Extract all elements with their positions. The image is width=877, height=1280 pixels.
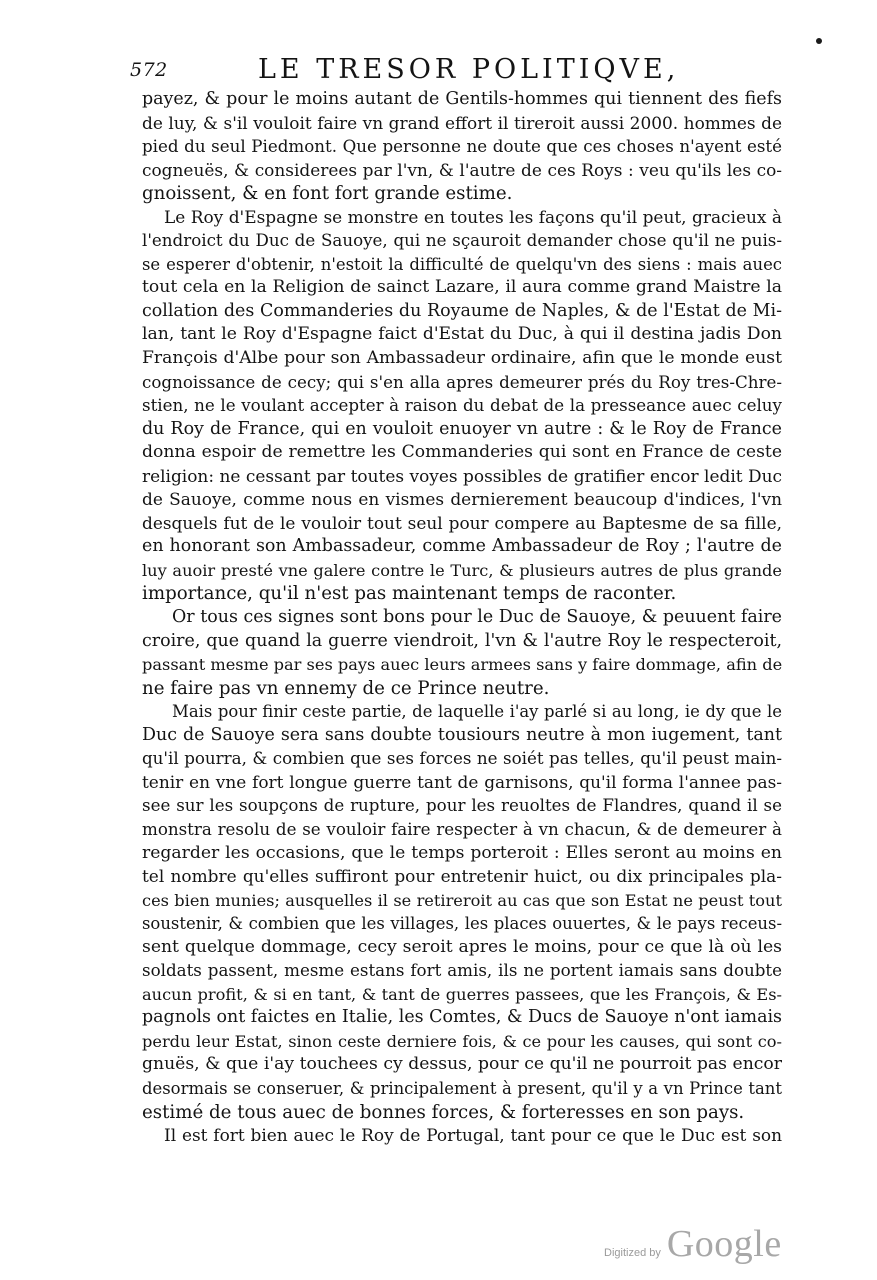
- ink-dot: [816, 38, 822, 44]
- text-line: qu'il pourra, & combien que ses forces ne soiét pas telles, qu'il peust main-: [142, 748, 782, 769]
- text-line: sent quelque dommage, cecy seroit apres le moins, pour ce que là où les: [142, 936, 782, 957]
- text-line: de Sauoye, comme nous en vismes dernierement beaucoup d'indices, l'vn: [142, 489, 782, 510]
- running-title: LE TRESOR POLITIQVE,: [258, 54, 680, 85]
- text-line: cognoissance de cecy; qui s'en alla apres demeurer prés du Roy tres-Chre-: [142, 371, 782, 392]
- paragraph-start-line: Il est fort bien auec le Roy de Portugal, tant pour ce que le Duc est son: [164, 1125, 782, 1146]
- text-line: donna espoir de remettre les Commanderies qui sont en France de ceste: [142, 442, 782, 463]
- text-line: ces bien munies; ausquelles il se retireroit au cas que son Estat ne peust tout: [142, 890, 782, 910]
- text-line: desormais se conseruer, & principalement à present, qu'il y a vn Prince tant: [142, 1078, 782, 1098]
- text-line: perdu leur Estat, sinon ceste derniere fois, & ce pour les causes, qui sont co-: [142, 1031, 782, 1051]
- text-line: de luy, & s'il vouloit faire vn grand effort il tireroit aussi 2000. hommes de: [142, 112, 782, 133]
- text-line: en honorant son Ambassadeur, comme Ambassadeur de Roy ; l'autre de: [142, 536, 782, 557]
- text-line: soustenir, & combien que les villages, les places ouuertes, & le pays receus-: [142, 914, 782, 934]
- paragraph-start-line: Or tous ces signes sont bons pour le Duc de Sauoye, & peuuent faire: [172, 607, 782, 628]
- text-line: l'endroict du Duc de Sauoye, qui ne sçauroit demander chose qu'il ne puis-: [142, 230, 782, 251]
- text-line: collation des Commanderies du Royaume de Naples, & de l'Estat de Mi-: [142, 300, 782, 321]
- text-line: se esperer d'obtenir, n'estoit la difficulté de quelqu'vn des siens : mais auec: [142, 254, 782, 274]
- text-line: tel nombre qu'elles suffiront pour entretenir huict, ou dix principales pla-: [142, 866, 782, 887]
- google-logo: Google: [666, 1223, 782, 1265]
- text-line: gnuës, & que i'ay touchees cy dessus, pour ce qu'il ne pourroit pas encor: [142, 1054, 782, 1075]
- body-text: [142, 88, 782, 1148]
- text-line: pagnols ont faictes en Italie, les Comtes, & Ducs de Sauoye n'ont iamais: [142, 1007, 782, 1028]
- text-line: ne faire pas vn ennemy de ce Prince neutre.: [142, 677, 550, 699]
- text-line: lan, tant le Roy d'Espagne faict d'Estat du Duc, à qui il destina jadis Don: [142, 324, 782, 345]
- text-line: François d'Albe pour son Ambassadeur ordinaire, afin que le monde eust: [142, 348, 782, 369]
- text-line: passant mesme par ses pays auec leurs armees sans y faire dommage, afin de: [142, 655, 783, 675]
- page-number: 572: [130, 59, 168, 81]
- text-line: stien, ne le voulant accepter à raison du debat de la presseance auec celuy: [142, 395, 782, 416]
- text-line: estimé de tous auec de bonnes forces, & forteresses en son pays.: [142, 1101, 745, 1123]
- text-line: cogneuës, & considerees par l'vn, & l'autre de ces Roys : veu qu'ils les co-: [142, 159, 782, 180]
- text-line: see sur les soupçons de rupture, pour les reuoltes de Flandres, quand il se: [142, 795, 782, 816]
- text-line: du Roy de France, qui en vouloit enuoyer vn autre : & le Roy de France: [142, 418, 782, 439]
- digitized-by-label: Digitized by: [604, 1247, 661, 1259]
- text-line: aucun profit, & si en tant, & tant de guerres passees, que les François, & Es-: [142, 984, 782, 1004]
- text-line: gnoissent, & en font fort grande estime.: [142, 183, 513, 205]
- text-line: payez, & pour le moins autant de Gentils-hommes qui tiennent des fiefs: [142, 89, 782, 109]
- text-line: importance, qu'il n'est pas maintenant temps de raconter.: [142, 583, 677, 605]
- text-line: Duc de Sauoye sera sans doubte tousiours neutre à mon iugement, tant: [142, 724, 782, 745]
- text-line: monstra resolu de se vouloir faire respecter à vn chacun, & de demeurer à: [142, 818, 782, 839]
- text-line: croire, que quand la guerre viendroit, l'vn & l'autre Roy le respecteroit,: [142, 630, 782, 651]
- text-line: pied du seul Piedmont. Que personne ne doute que ces choses n'ayent esté: [142, 136, 782, 157]
- text-line: regarder les occasions, que le temps porteroit : Elles seront au moins en: [142, 842, 782, 863]
- digitized-watermark: [604, 1222, 782, 1266]
- page-header: [130, 54, 770, 88]
- text-line: desquels fut de le vouloir tout seul pour compere au Baptesme de sa fille,: [142, 512, 782, 533]
- text-line: religion: ne cessant par toutes voyes possibles de gratifier encor ledit Duc: [142, 465, 782, 486]
- text-line: tout cela en la Religion de sainct Lazare, il aura comme grand Maistre la: [142, 277, 782, 298]
- text-line: tenir en vne fort longue guerre tant de garnisons, qu'il forma l'annee pas-: [142, 771, 782, 792]
- text-line: luy auoir presté vne galere contre le Turc, & plusieurs autres de plus grande: [142, 560, 782, 580]
- text-line: soldats passent, mesme estans fort amis, ils ne portent iamais sans doubte: [142, 960, 782, 981]
- paragraph-start-line: Mais pour finir ceste partie, de laquelle i'ay parlé si au long, ie dy que le: [172, 702, 782, 722]
- paragraph-start-line: Le Roy d'Espagne se monstre en toutes les façons qu'il peut, gracieux à: [164, 206, 782, 227]
